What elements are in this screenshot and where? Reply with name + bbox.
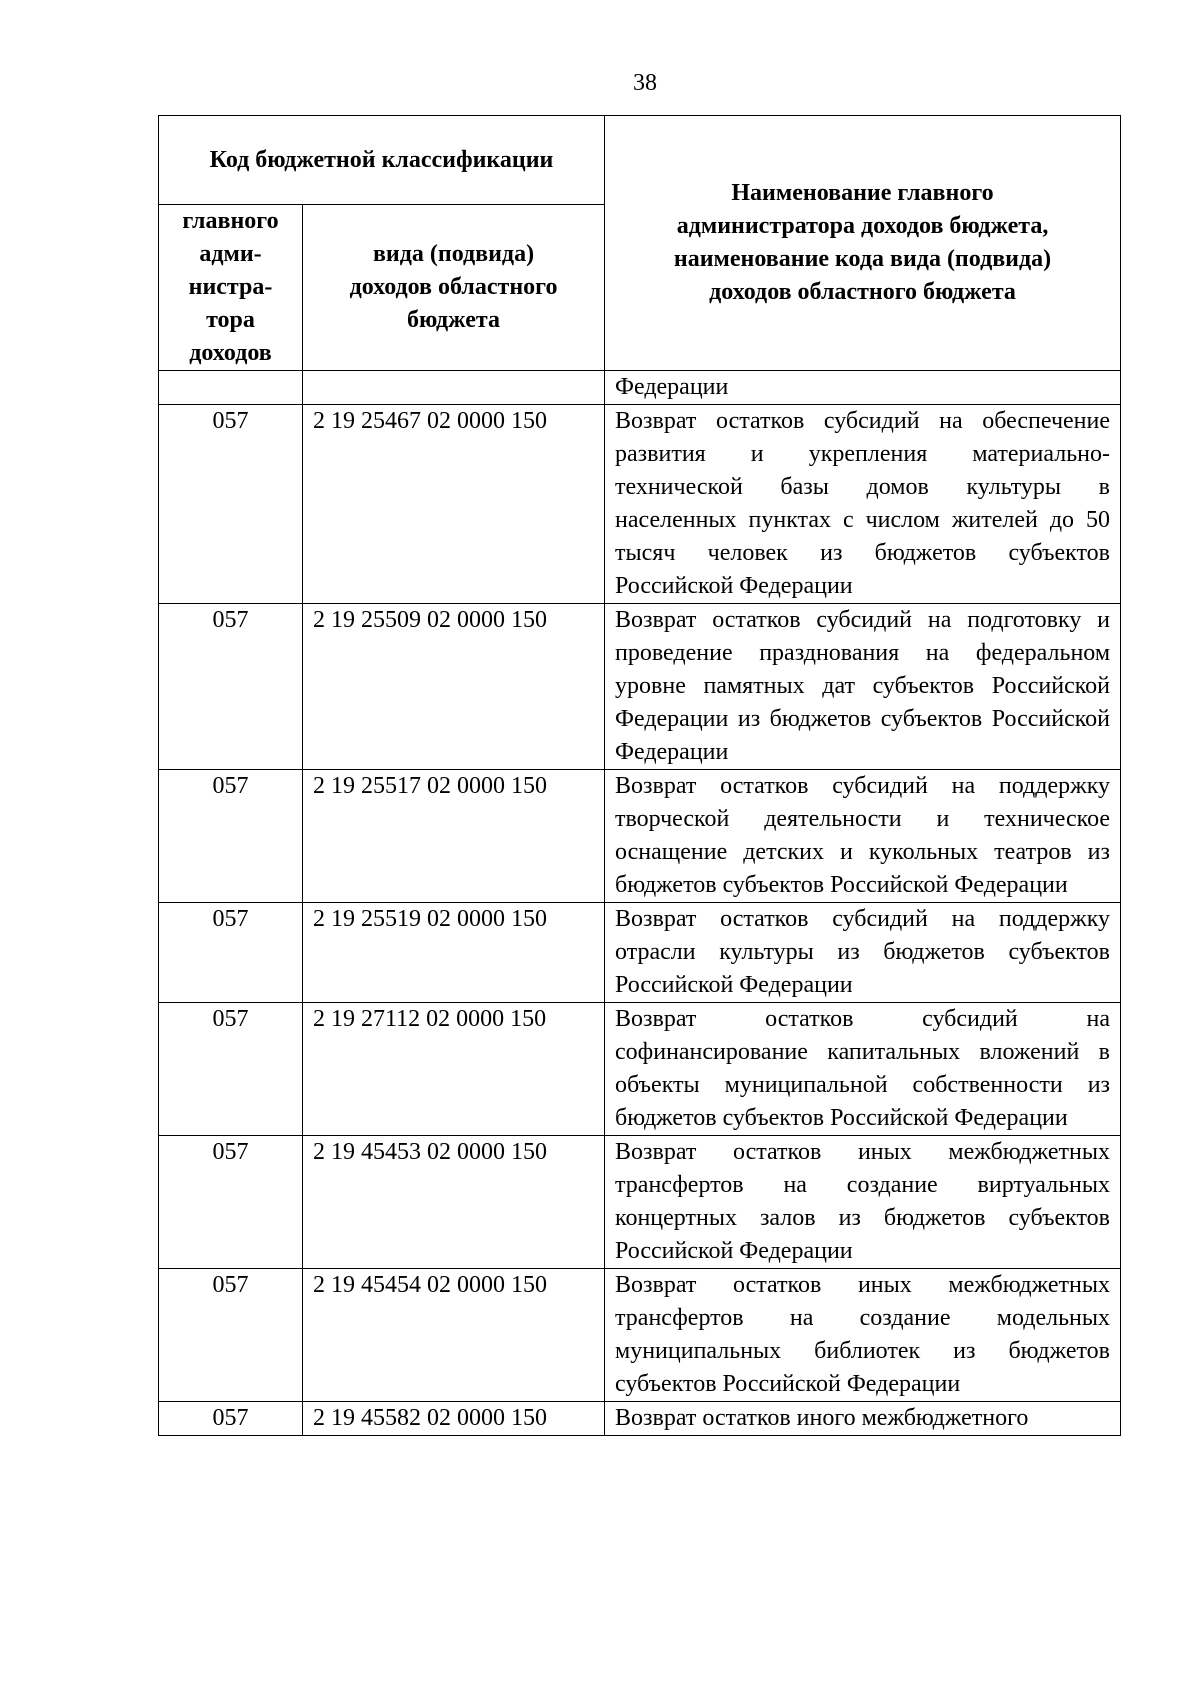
cell-description: Возврат остатков иных межбюджетных трансфертов на создание модельных муниципальных библиотек из бюджетов субъектов Российской Федерации (605, 1269, 1121, 1402)
cell-admin-code: 057 (159, 1269, 303, 1402)
cell-description: Возврат остатков субсидий на обеспечение развития и укрепления материально-технической базы домов культуры в населенных пунктах с числом жителей до 50 тысяч человек из бюджетов субъектов Российской Федерации (605, 405, 1121, 604)
table-row (159, 1269, 1121, 1402)
cell-admin-code: 057 (159, 770, 303, 903)
cell-admin-code: 057 (159, 903, 303, 1003)
header-admin-line: адми- (199, 241, 262, 267)
header-code-line: доходов областного (349, 274, 558, 300)
table-row (159, 1402, 1121, 1436)
table-row (159, 770, 1121, 903)
table-row (159, 371, 1121, 405)
cell-description: Возврат остатков субсидий на подготовку и проведение празднования на федеральном уровне памятных дат субъектов Российской Федерации из бюджетов субъектов Российской Федерации (605, 604, 1121, 770)
cell-description: Возврат остатков иного межбюджетного (605, 1402, 1121, 1436)
header-name-line: Наименование главного (731, 180, 994, 206)
header-main-administrator (159, 205, 303, 371)
cell-revenue-code: 2 19 25517 02 0000 150 (303, 770, 605, 903)
cell-revenue-code: 2 19 27112 02 0000 150 (303, 1003, 605, 1136)
cell-admin-code: 057 (159, 1003, 303, 1136)
cell-description: Возврат остатков субсидий на поддержку отрасли культуры из бюджетов субъектов Российской Федерации (605, 903, 1121, 1003)
header-code-line: вида (подвида) (372, 241, 535, 267)
table-row (159, 604, 1121, 770)
header-admin-line: доходов (189, 340, 272, 366)
cell-description: Возврат остатков субсидий на софинансирование капитальных вложений в объекты муниципальной собственности из бюджетов субъектов Российской Федерации (605, 1003, 1121, 1136)
cell-revenue-code: 2 19 25467 02 0000 150 (303, 405, 605, 604)
header-admin-line: тора (206, 307, 255, 333)
header-name-line: наименование кода вида (подвида) (673, 246, 1052, 272)
header-revenue-type (303, 205, 605, 371)
header-admin-line: нистра- (188, 274, 273, 300)
budget-classification-table (158, 115, 1121, 1436)
cell-revenue-code: 2 19 25509 02 0000 150 (303, 604, 605, 770)
cell-revenue-code: 2 19 45453 02 0000 150 (303, 1136, 605, 1269)
table-row (159, 1003, 1121, 1136)
cell-revenue-code: 2 19 45454 02 0000 150 (303, 1269, 605, 1402)
cell-admin-code: 057 (159, 405, 303, 604)
table-row (159, 405, 1121, 604)
header-name (605, 116, 1121, 371)
page-number: 38 (633, 70, 657, 96)
cell-description: Возврат остатков иных межбюджетных трансфертов на создание виртуальных концертных залов из бюджетов субъектов Российской Федерации (605, 1136, 1121, 1269)
header-admin-line: главного (182, 208, 279, 234)
cell-description: Возврат остатков субсидий на поддержку творческой деятельности и техническое оснащение детских и кукольных театров из бюджетов субъектов Российской Федерации (605, 770, 1121, 903)
cell-revenue-code: 2 19 45582 02 0000 150 (303, 1402, 605, 1436)
header-budget-classification-code: Код бюджетной классификации (159, 116, 605, 205)
table-row (159, 903, 1121, 1003)
table-body (159, 371, 1121, 1436)
cell-description: Федерации (605, 371, 1121, 405)
table-row (159, 1136, 1121, 1269)
header-name-line: администратора доходов бюджета, (676, 213, 1049, 239)
cell-revenue-code: 2 19 25519 02 0000 150 (303, 903, 605, 1003)
cell-admin-code: 057 (159, 1136, 303, 1269)
cell-admin-code (159, 371, 303, 405)
cell-admin-code: 057 (159, 1402, 303, 1436)
header-name-line: доходов областного бюджета (709, 279, 1016, 305)
header-code-line: бюджета (407, 307, 500, 333)
cell-admin-code: 057 (159, 604, 303, 770)
cell-revenue-code (303, 371, 605, 405)
